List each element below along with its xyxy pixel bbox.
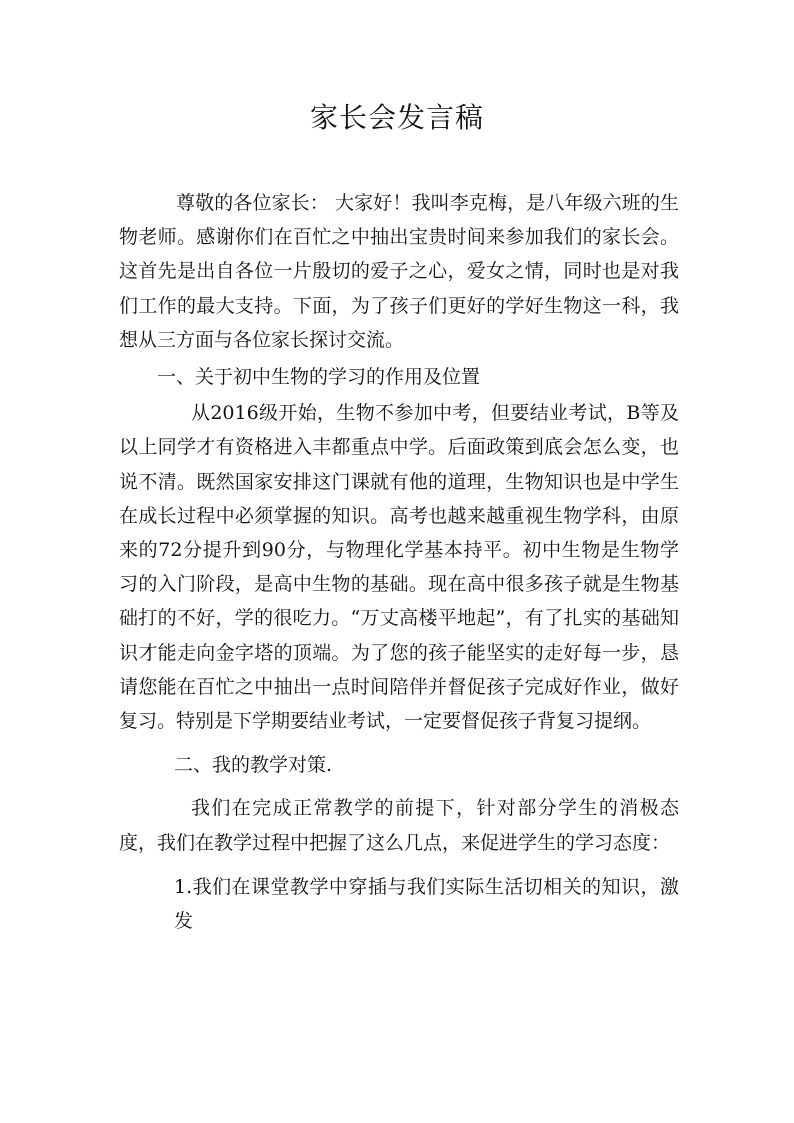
section-heading-2: 二、我的教学对策. xyxy=(174,754,333,777)
document-title: 家长会发言稿 xyxy=(309,101,484,134)
section-2-paragraph: 我们在完成正常教学的前提下，针对部分学生的消极态度，我们在教学过程中把握了这么几点，来促进学生的学习态度： xyxy=(119,797,679,854)
numbered-item-1: 1.我们在课堂教学中穿插与我们实际生活切相关的知识，激发 xyxy=(174,875,679,933)
opening-paragraph: 尊敬的各位家长： 大家好！我叫李克梅，是八年级六班的生物老师。感谢你们在百忙之中抽出宝贵时间来参加我们的家长会。这首先是出自各位一片殷切的爱子之心，爱女之情，同时也是对我们工作的最大支持。下面，为了孩子们更好的学好生物这一科，我想从三方面与各位家长探讨交流。 xyxy=(119,192,679,351)
section-heading-1: 一、关于初中生物的学习的作用及位置 xyxy=(157,366,481,389)
document-body xyxy=(119,186,679,938)
section-1-paragraph: 从2016级开始，生物不参加中考，但要结业考试，B等及以上同学才有资格进入丰都重点中学。后面政策到底会怎么变，也说不清。既然国家安排这门课就有他的道理，生物知识也是中学生在成长过程中必须掌握的知识。高考也越来越重视生物学科，由原来的72分提升到90分，与物理化学基本持平。初中生物是生物学习的入门阶段，是高中生物的基础。现在高中很多孩子就是生物基础打的不好，学的很吃力。“万丈高楼平地起”，有了扎实的基础知识才能走向金字塔的顶端。为了您的孩子能坚实的走好每一步，恳请您能在百忙之中抽出一点时间陪伴并督促孩子完成好作业，做好复习。特别是下学期要结业考试，一定要督促孩子背复习提纲。 xyxy=(119,402,679,733)
